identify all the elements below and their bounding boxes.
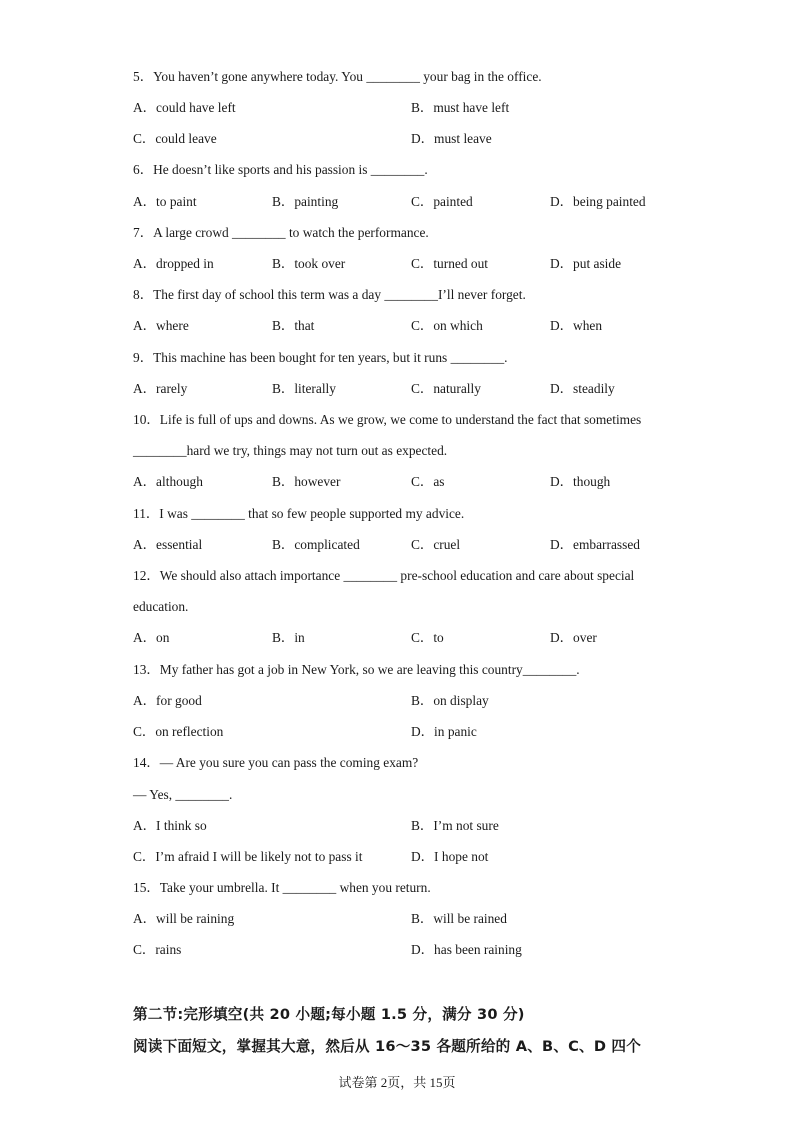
question-11-stem: 11．I was ________ that so few people supported my advice. [133,506,465,521]
question-12-option-b[interactable]: B．in [272,630,305,645]
question-15-stem: 15．Take your umbrella. It ________ when you return. [133,880,431,895]
question-14-stem: 14．— Are you sure you can pass the coming exam? [133,755,419,770]
question-14-reply: — Yes, ________. [133,787,233,802]
question-5-option-c[interactable]: C．could leave [133,131,217,146]
question-7-option-c[interactable]: C．turned out [411,256,488,271]
question-7-option-b[interactable]: B．took over [272,256,346,271]
question-13-option-c[interactable]: C．on reflection [133,724,224,739]
question-5-option-d[interactable]: D．must leave [411,131,492,146]
question-12-option-c[interactable]: C．to [411,630,444,645]
question-7-stem: 7．A large crowd ________ to watch the performance. [133,225,429,240]
question-5-option-a[interactable]: A．could have left [133,100,236,115]
question-5-option-b[interactable]: B．must have left [411,100,510,115]
question-7-option-a[interactable]: A．dropped in [133,256,214,271]
section-2-instruction: 阅读下面短文，掌握其大意，然后从 16～35 各题所给的 A、B、C、D 四个 [133,1038,642,1055]
question-13-option-a[interactable]: A．for good [133,693,202,708]
question-7-option-d[interactable]: D．put aside [550,256,622,271]
question-13-option-b[interactable]: B．on display [411,693,489,708]
question-14-option-a[interactable]: A．I think so [133,818,207,833]
question-10-option-a[interactable]: A．although [133,474,203,489]
question-8-option-d[interactable]: D．when [550,318,603,333]
section-2-title: 第二节:完形填空(共 20 小题;每小题 1.5 分，满分 30 分) [133,1006,525,1023]
question-9-option-b[interactable]: B．literally [272,381,336,396]
question-5-stem: 5．You haven’t gone anywhere today. You ________ your bag in the office. [133,69,542,84]
question-14-option-c[interactable]: C．I’m afraid I will be likely not to pass it [133,849,363,864]
question-10-option-d[interactable]: D．though [550,474,611,489]
question-12-stem-continued: education. [133,599,189,614]
question-12-option-d[interactable]: D．over [550,630,597,645]
question-14-option-d[interactable]: D．I hope not [411,849,489,864]
question-14-option-b[interactable]: B．I’m not sure [411,818,499,833]
question-6-stem: 6．He doesn’t like sports and his passion is ________. [133,162,428,177]
question-15-option-d[interactable]: D．has been raining [411,942,522,957]
question-6-option-d[interactable]: D．being painted [550,194,646,209]
question-12-stem: 12．We should also attach importance ________ pre-school education and care about special [133,568,635,583]
question-15-option-b[interactable]: B．will be rained [411,911,507,926]
question-10-stem: 10．Life is full of ups and downs. As we grow, we come to understand the fact that sometimes [133,412,642,427]
question-8-option-a[interactable]: A．where [133,318,189,333]
question-10-option-b[interactable]: B．however [272,474,341,489]
question-13-option-d[interactable]: D．in panic [411,724,477,739]
question-11-option-a[interactable]: A．essential [133,537,203,552]
question-9-option-c[interactable]: C．naturally [411,381,481,396]
question-15-option-a[interactable]: A．will be raining [133,911,235,926]
question-6-option-b[interactable]: B．painting [272,194,339,209]
question-13-stem: 13．My father has got a job in New York, so we are leaving this country________. [133,662,580,677]
question-8-option-b[interactable]: B．that [272,318,315,333]
question-9-option-a[interactable]: A．rarely [133,381,188,396]
page-footer: 试卷第 2页，共 15页 [338,1075,456,1090]
question-8-stem: 8．The first day of school this term was a day ________I’ll never forget. [133,287,526,302]
question-8-option-c[interactable]: C．on which [411,318,483,333]
question-9-stem: 9．This machine has been bought for ten years, but it runs ________. [133,350,508,365]
question-11-option-b[interactable]: B．complicated [272,537,360,552]
question-10-option-c[interactable]: C．as [411,474,445,489]
question-6-option-a[interactable]: A．to paint [133,194,197,209]
question-11-option-d[interactable]: D．embarrassed [550,537,640,552]
question-9-option-d[interactable]: D．steadily [550,381,615,396]
question-12-option-a[interactable]: A．on [133,630,170,645]
question-15-option-c[interactable]: C．rains [133,942,182,957]
question-6-option-c[interactable]: C．painted [411,194,473,209]
question-11-option-c[interactable]: C．cruel [411,537,461,552]
question-10-stem-continued: ________hard we try, things may not turn out as expected. [133,443,448,458]
